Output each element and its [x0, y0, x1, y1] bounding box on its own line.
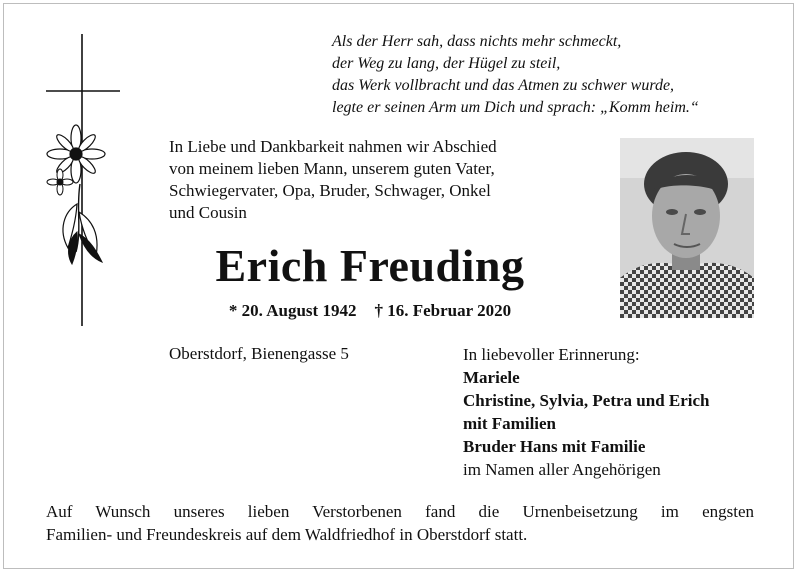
mourner-name: Bruder Hans mit Familie: [463, 437, 646, 456]
address: Oberstdorf, Bienengasse 5: [169, 344, 349, 363]
intro-text: [169, 136, 609, 224]
intro-line: von meinem lieben Mann, unserem guten Vater,: [169, 159, 495, 178]
birth-date: * 20. August 1942: [228, 301, 357, 320]
poem-line: der Weg zu lang, der Hügel zu steil,: [332, 55, 561, 72]
intro-line: In Liebe und Dankbarkeit nahmen wir Abschied: [169, 137, 497, 156]
closing-line: Familien- und Freundeskreis auf dem Waldfriedhof in Oberstdorf statt.: [46, 525, 528, 544]
intro-line: Schwiegervater, Opa, Bruder, Schwager, Onkel: [169, 181, 491, 200]
mourners-footer: im Namen aller Angehörigen: [463, 460, 661, 479]
poem-line: legte er seinen Arm um Dich und sprach: „Komm heim.“: [332, 99, 699, 116]
poem-line: Als der Herr sah, dass nichts mehr schmeckt,: [332, 33, 622, 50]
closing-line: Auf Wunsch unseres lieben Verstorbenen fand die Urnenbeisetzung im engsten: [46, 502, 754, 521]
mourners-heading: In liebevoller Erinnerung:: [463, 345, 640, 364]
mourner-name: Christine, Sylvia, Petra und Erich: [463, 391, 710, 410]
death-date: † 16. Februar 2020: [374, 301, 512, 320]
mourner-name: Mariele: [463, 368, 520, 387]
poem-line: das Werk vollbracht und das Atmen zu schwer wurde,: [332, 77, 675, 94]
life-dates: [170, 300, 570, 322]
intro-line: und Cousin: [169, 203, 247, 222]
portrait-photo: [620, 138, 754, 318]
poem: [332, 31, 782, 119]
mourner-name: mit Familien: [463, 414, 557, 433]
closing-text: [46, 500, 754, 546]
cross-edelweiss-icon: [46, 34, 122, 326]
deceased-name: Erich Freuding: [215, 240, 525, 291]
mourners: [463, 343, 783, 481]
